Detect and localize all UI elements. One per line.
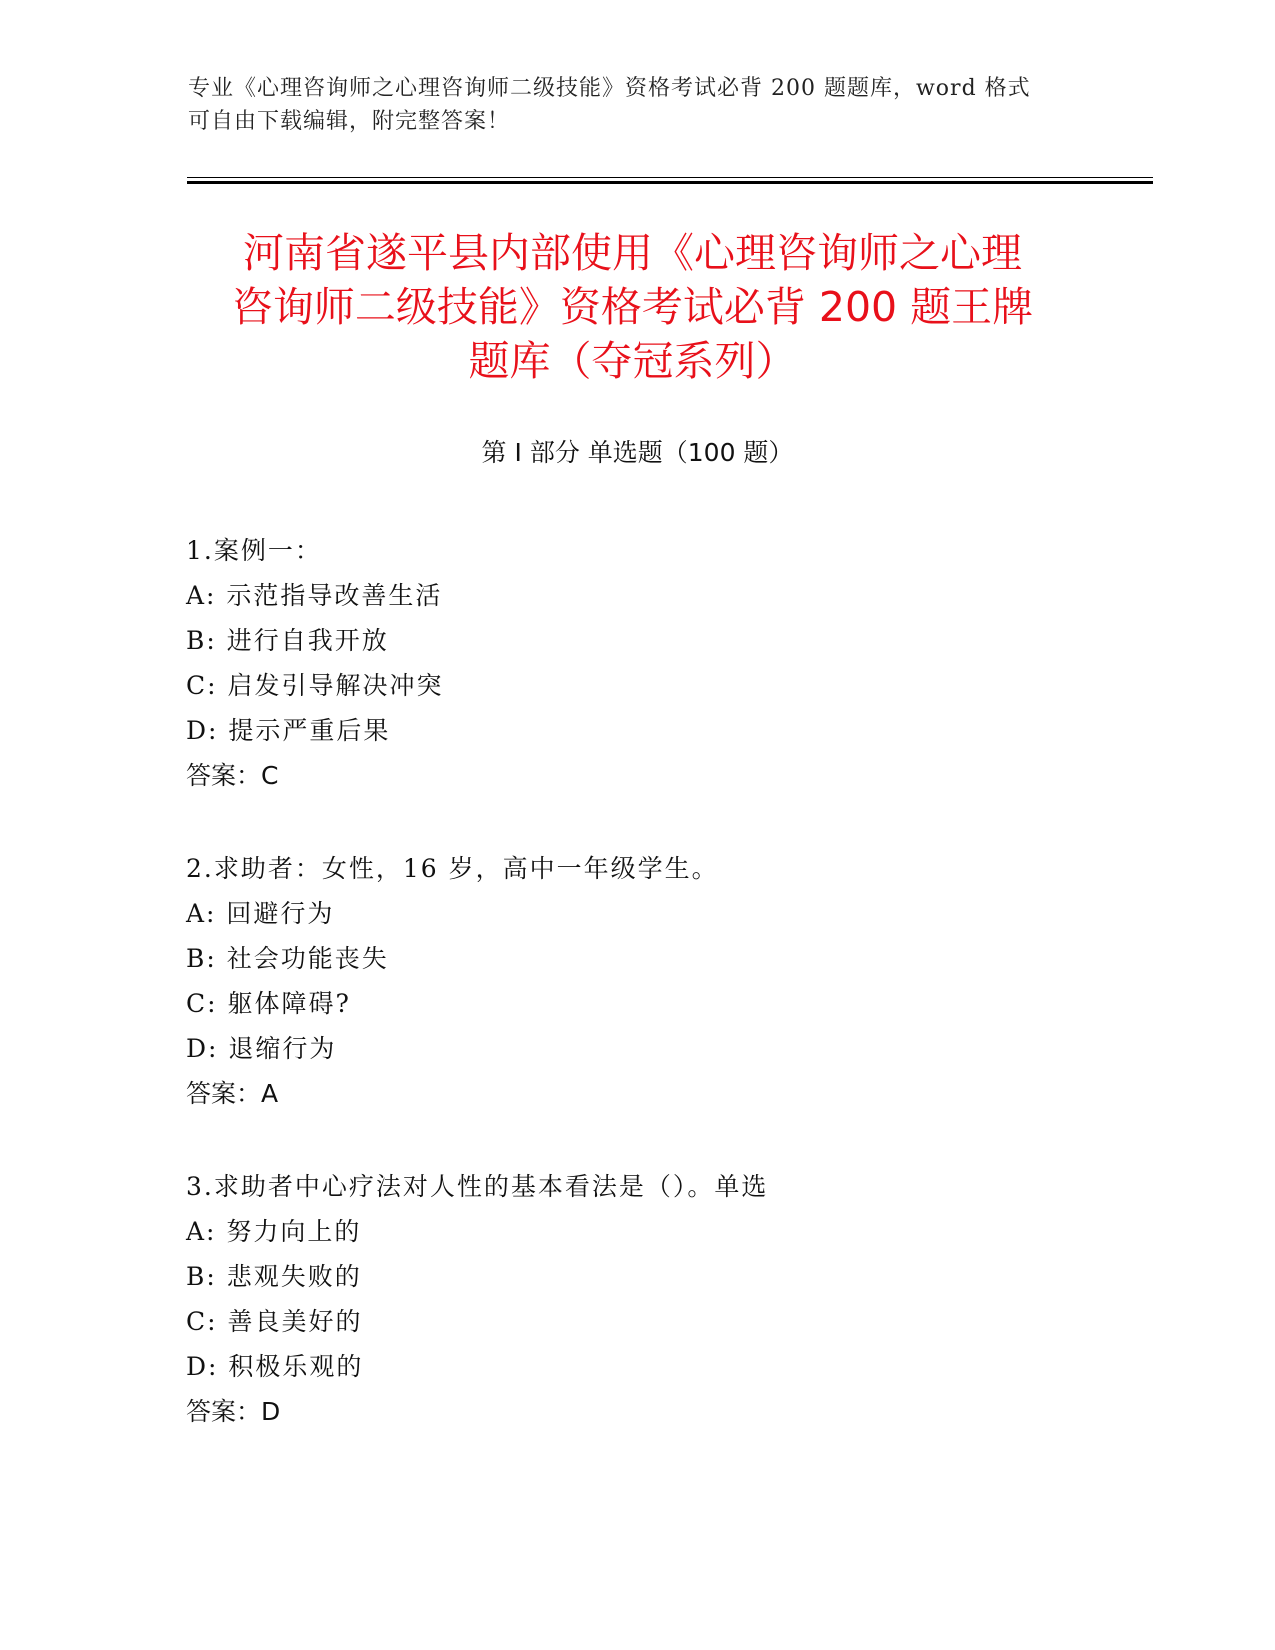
- section-heading: 第 I 部分 单选题（100 题）: [481, 438, 794, 467]
- question-1: [186, 528, 1086, 798]
- title-line-1: 河南省遂平县内部使用《心理咨询师之心理: [243, 229, 1022, 277]
- option-c: C: 躯体障碍?: [186, 989, 351, 1018]
- option-a: A: 努力向上的: [186, 1217, 362, 1246]
- option-d: D: 退缩行为: [186, 1034, 337, 1063]
- question-stem: 3.求助者中心疗法对人性的基本看法是（）。单选: [186, 1172, 769, 1201]
- option-d: D: 提示严重后果: [186, 716, 391, 745]
- document-intro: [188, 72, 1068, 138]
- answer-key: 答案：C: [186, 761, 279, 790]
- document-title: [180, 226, 1085, 388]
- option-c: C: 善良美好的: [186, 1307, 363, 1336]
- option-b: B: 社会功能丧失: [186, 944, 389, 973]
- option-b: B: 悲观失败的: [186, 1262, 362, 1291]
- question-3: [186, 1164, 1086, 1434]
- option-b: B: 进行自我开放: [186, 626, 389, 655]
- answer-key: 答案：A: [186, 1079, 279, 1108]
- question-2: [186, 846, 1086, 1116]
- option-a: A: 回避行为: [186, 899, 335, 928]
- intro-line-2: 可自由下载编辑，附完整答案！: [188, 109, 511, 134]
- header-divider-thin: [187, 177, 1153, 178]
- option-c: C: 启发引导解决冲突: [186, 671, 444, 700]
- question-stem: 1.案例一：: [186, 536, 322, 565]
- option-a: A: 示范指导改善生活: [186, 581, 443, 610]
- question-stem: 2.求助者：女性，16 岁，高中一年级学生。: [186, 854, 719, 883]
- answer-key: 答案：D: [186, 1397, 281, 1426]
- title-line-2: 咨询师二级技能》资格考试必背 200 题王牌: [231, 283, 1034, 331]
- title-line-3: 题库（夺冠系列）: [468, 337, 797, 385]
- header-divider-thick: [187, 181, 1153, 184]
- intro-line-1: 专业《心理咨询师之心理咨询师二级技能》资格考试必背 200 题题库，word 格式: [188, 76, 1031, 101]
- option-d: D: 积极乐观的: [186, 1352, 364, 1381]
